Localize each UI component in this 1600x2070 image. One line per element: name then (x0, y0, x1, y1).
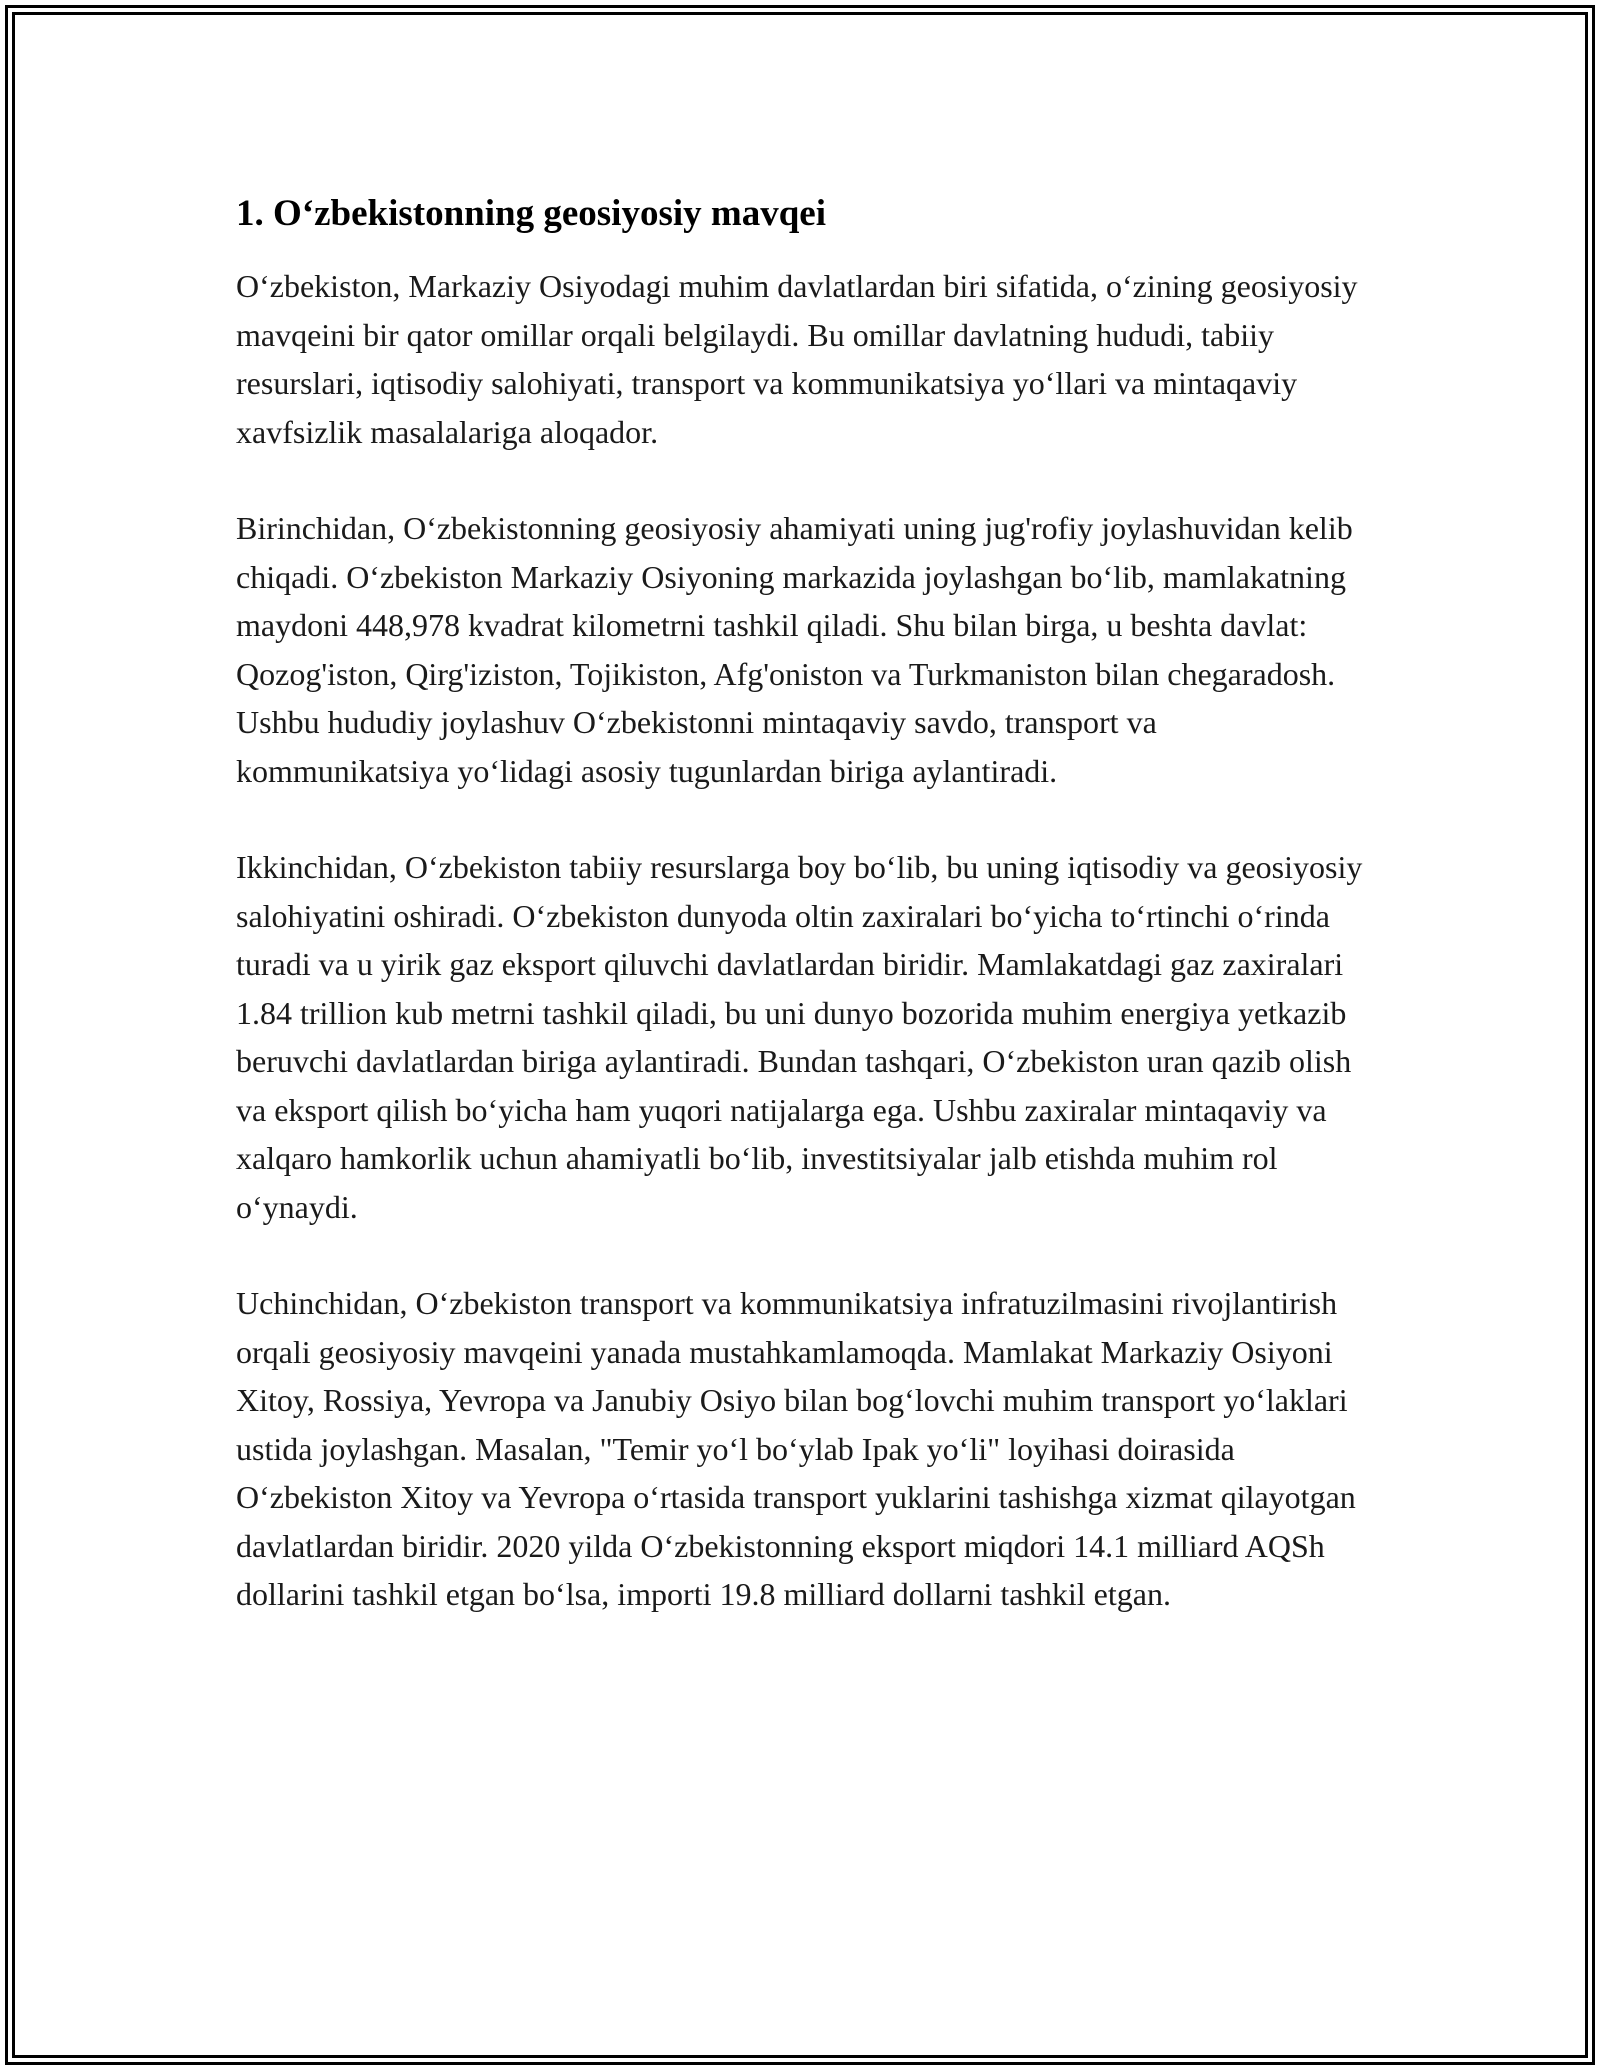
paragraph-intro: O‘zbekiston, Markaziy Osiyodagi muhim davlatlardan biri sifatida, o‘zining geosiyosiy mavqeini bir qator omillar orqali belgilaydi. Bu omillar davlatning hududi, tabiiy resurslari, iqtisodiy salohiyati, transport va kommunikatsiya yo‘llari va mintaqaviy xavfsizlik masalalariga aloqador. (236, 268, 1358, 450)
section-heading: 1. O‘zbekistonning geosiyosiy mavqei (236, 193, 826, 234)
paragraph-third-factor: Uchinchidan, O‘zbekiston transport va kommunikatsiya infratuzilmasini rivojlantirish orqali geosiyosiy mavqeini yanada mustahkamlamoqda. Mamlakat Markaziy Osiyoni Xitoy, Rossiya, Yevropa va Janubiy Osiyo bilan bog‘lovchi muhim transport yo‘laklari ustida joylashgan. Masalan, "Temir yo‘l bo‘ylab Ipak yo‘li" loyihasi doirasida O‘zbekiston Xitoy va Yevropa o‘rtasida transport yuklarini tashishga xizmat qilayotgan davlatlardan biridir. 2020 yilda O‘zbekistonning eksport miqdori 14.1 milliard AQSh dollarini tashkil etgan bo‘lsa, importi 19.8 milliard dollarni tashkil etgan. (236, 1285, 1356, 1612)
document-body (236, 186, 1376, 1619)
paragraph-second-factor: Ikkinchidan, O‘zbekiston tabiiy resurslarga boy bo‘lib, bu uning iqtisodiy va geosiyosiy salohiyatini oshiradi. O‘zbekiston dunyoda oltin zaxiralari bo‘yicha to‘rtinchi o‘rinda turadi va u yirik gaz eksport qiluvchi davlatlardan biridir. Mamlakatdagi gaz zaxiralari 1.84 trillion kub metrni tashkil qiladi, bu uni dunyo bozorida muhim energiya yetkazib beruvchi davlatlardan biriga aylantiradi. Bundan tashqari, O‘zbekiston uran qazib olish va eksport qilish bo‘yicha ham yuqori natijalarga ega. Ushbu zaxiralar mintaqaviy va xalqaro hamkorlik uchun ahamiyatli bo‘lib, investitsiyalar jalb etishda muhim rol o‘ynaydi. (236, 849, 1363, 1225)
paragraph-first-factor: Birinchidan, O‘zbekistonning geosiyosiy ahamiyati uning jug'rofiy joylashuvidan kelib chiqadi. O‘zbekiston Markaziy Osiyoning markazida joylashgan bo‘lib, mamlakatning maydoni 448,978 kvadrat kilometrni tashkil qiladi. Shu bilan birga, u beshta davlat: Qozog'iston, Qirg'iziston, Tojikiston, Afg'oniston va Turkmaniston bilan chegaradosh. Ushbu hududiy joylashuv O‘zbekistonni mintaqaviy savdo, transport va kommunikatsiya yo‘lidagi asosiy tugunlardan biriga aylantiradi. (236, 510, 1353, 789)
